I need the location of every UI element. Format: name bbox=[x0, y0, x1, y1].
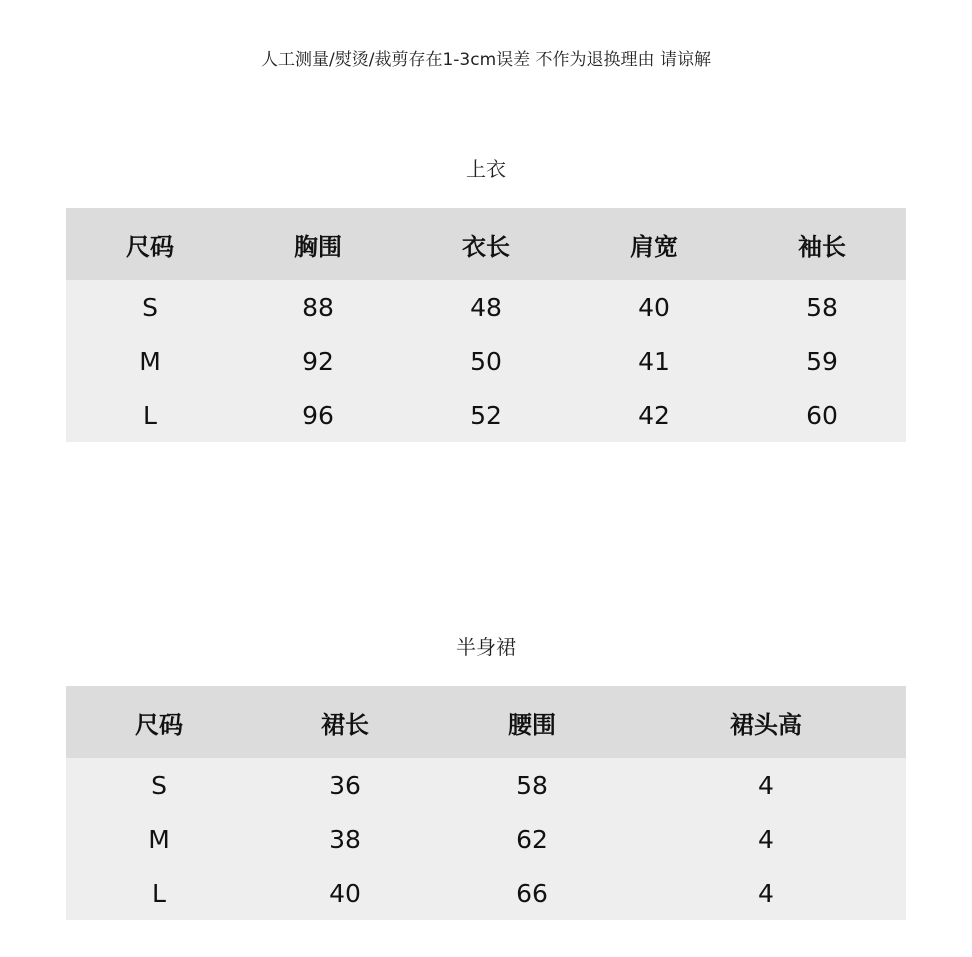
header-chest: 胸围 bbox=[234, 208, 402, 280]
header-size: 尺码 bbox=[66, 686, 252, 758]
top-size-table bbox=[66, 208, 906, 442]
table-cell: 66 bbox=[438, 866, 626, 920]
measurement-note: 人工测量/熨烫/裁剪存在1-3cm误差 不作为退换理由 请谅解 bbox=[261, 50, 711, 70]
table-cell: L bbox=[66, 388, 234, 442]
table-cell: 38 bbox=[252, 812, 438, 866]
table-cell: 60 bbox=[738, 388, 906, 442]
table-cell: 36 bbox=[252, 758, 438, 812]
header-length: 衣长 bbox=[402, 208, 570, 280]
table-cell: 41 bbox=[570, 334, 738, 388]
table-cell: L bbox=[66, 866, 252, 920]
table-cell: 92 bbox=[234, 334, 402, 388]
table-cell: 52 bbox=[402, 388, 570, 442]
table-row bbox=[66, 812, 906, 866]
table-cell: 88 bbox=[234, 280, 402, 334]
table-header-row bbox=[66, 208, 906, 280]
table-cell: M bbox=[66, 812, 252, 866]
header-size: 尺码 bbox=[66, 208, 234, 280]
table-row bbox=[66, 388, 906, 442]
table-row bbox=[66, 334, 906, 388]
table-cell: 40 bbox=[252, 866, 438, 920]
table-cell: 4 bbox=[626, 866, 906, 920]
table-cell: M bbox=[66, 334, 234, 388]
table-cell: 58 bbox=[738, 280, 906, 334]
top-section-title: 上衣 bbox=[466, 157, 506, 181]
table-cell: 42 bbox=[570, 388, 738, 442]
skirt-section-title: 半身裙 bbox=[456, 635, 516, 659]
header-skirt-length: 裙长 bbox=[252, 686, 438, 758]
header-sleeve: 袖长 bbox=[738, 208, 906, 280]
table-cell: 62 bbox=[438, 812, 626, 866]
table-cell: S bbox=[66, 280, 234, 334]
table-cell: 40 bbox=[570, 280, 738, 334]
table-row bbox=[66, 280, 906, 334]
table-header-row bbox=[66, 686, 906, 758]
table-cell: 59 bbox=[738, 334, 906, 388]
table-cell: 48 bbox=[402, 280, 570, 334]
table-cell: S bbox=[66, 758, 252, 812]
table-cell: 4 bbox=[626, 758, 906, 812]
table-cell: 50 bbox=[402, 334, 570, 388]
header-shoulder: 肩宽 bbox=[570, 208, 738, 280]
header-waistband-height: 裙头高 bbox=[626, 686, 906, 758]
table-cell: 4 bbox=[626, 812, 906, 866]
table-row bbox=[66, 758, 906, 812]
header-waist: 腰围 bbox=[438, 686, 626, 758]
table-row bbox=[66, 866, 906, 920]
table-cell: 58 bbox=[438, 758, 626, 812]
skirt-size-table bbox=[66, 686, 906, 920]
table-cell: 96 bbox=[234, 388, 402, 442]
